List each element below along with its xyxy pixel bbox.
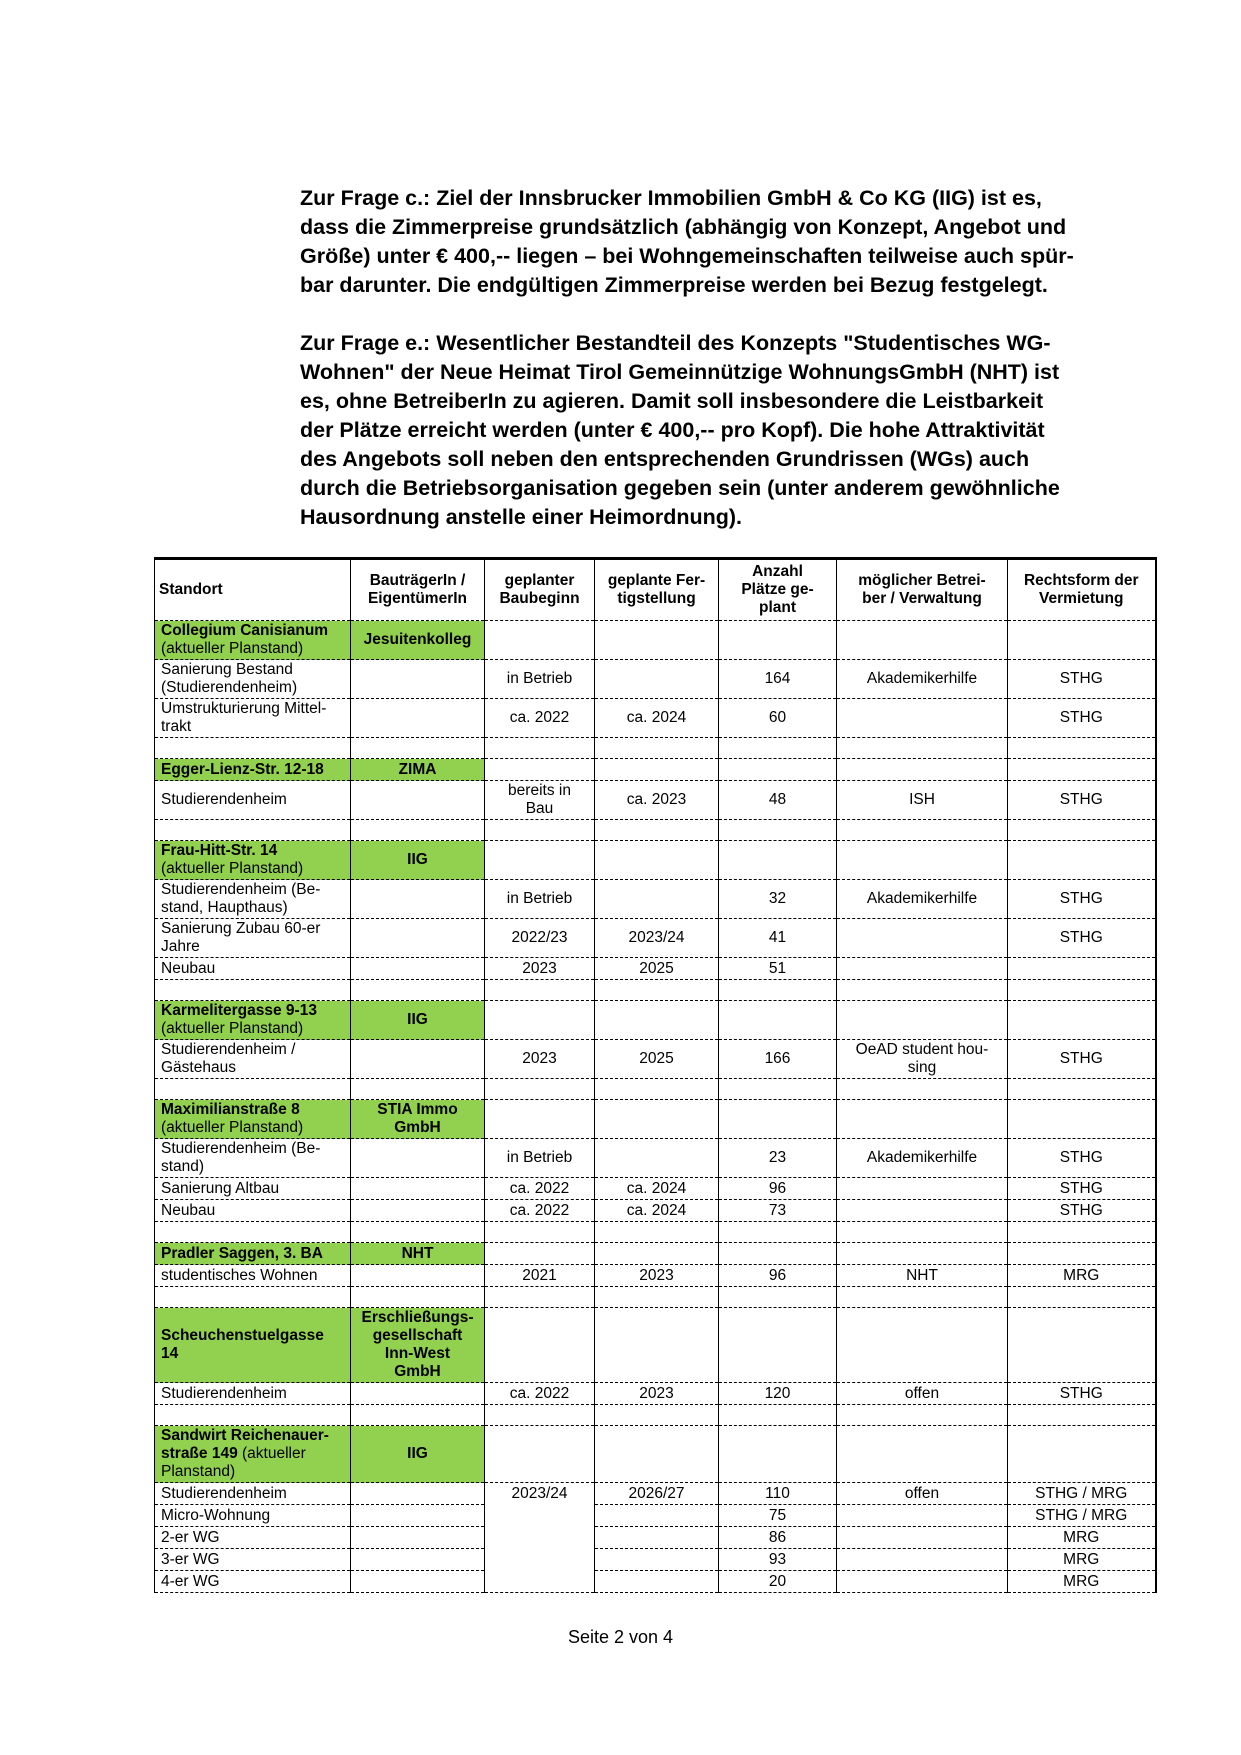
cell-betreiber [837,919,1008,958]
cell-fertigstellung: ca. 2023 [595,781,719,820]
empty-cell [719,1287,837,1308]
empty-cell [719,980,837,1001]
location-group-row [155,841,1156,880]
cell-bautraeger [351,1265,485,1287]
cell-standort: 3-er WG [155,1549,351,1571]
empty-cell [595,1405,719,1426]
cell-baubeginn: 2023/24 [485,1483,595,1505]
empty-cell [485,1405,595,1426]
empty-cell [719,759,837,781]
planning-status-note: (aktueller Planstand) [161,1119,304,1136]
cell-anzahl-plaetze: 73 [719,1200,837,1222]
empty-cell [485,980,595,1001]
cell-baubeginn [485,1505,595,1527]
cell-betreiber: OeAD student hou- sing [837,1040,1008,1079]
cell-bautraeger [351,1571,485,1593]
column-header-bautraeger: BauträgerIn / EigentümerIn [351,559,485,621]
cell-betreiber [837,1178,1008,1200]
cell-fertigstellung: 2023/24 [595,919,719,958]
empty-cell [595,1222,719,1243]
cell-baubeginn: bereits in Bau [485,781,595,820]
cell-anzahl-plaetze: 86 [719,1527,837,1549]
cell-betreiber [837,1571,1008,1593]
cell-bautraeger [351,1383,485,1405]
cell-baubeginn: 2021 [485,1265,595,1287]
cell-fertigstellung [595,1505,719,1527]
owner-cell: IIG [351,841,485,880]
location-group-row [155,621,1156,660]
cell-rechtsform: STHG [1008,1040,1156,1079]
empty-cell [719,1243,837,1265]
empty-cell [837,1001,1008,1040]
empty-cell [595,1308,719,1383]
cell-betreiber [837,1505,1008,1527]
empty-cell [485,1222,595,1243]
cell-betreiber: offen [837,1483,1008,1505]
cell-standort: Studierendenheim (Be- stand) [155,1139,351,1178]
empty-cell [595,759,719,781]
empty-cell [1008,1287,1156,1308]
empty-cell [485,738,595,759]
cell-rechtsform: STHG / MRG [1008,1483,1156,1505]
empty-cell [155,1287,351,1308]
cell-anzahl-plaetze: 164 [719,660,837,699]
empty-cell [351,820,485,841]
cell-fertigstellung: 2023 [595,1265,719,1287]
location-name-cell [155,621,351,660]
empty-cell [1008,841,1156,880]
location-name: Karmelitergasse 9-13 [161,1002,317,1019]
cell-anzahl-plaetze: 110 [719,1483,837,1505]
empty-cell [595,841,719,880]
empty-cell [719,1405,837,1426]
empty-cell [595,1426,719,1483]
empty-cell [1008,621,1156,660]
cell-anzahl-plaetze: 41 [719,919,837,958]
location-name: Egger-Lienz-Str. 12-18 [161,760,324,778]
empty-cell [485,1287,595,1308]
cell-fertigstellung [595,1549,719,1571]
cell-baubeginn: ca. 2022 [485,699,595,738]
cell-rechtsform: MRG [1008,1571,1156,1593]
spacer-row [155,1222,1156,1243]
cell-betreiber [837,1549,1008,1571]
cell-betreiber: NHT [837,1265,1008,1287]
location-name: Sandwirt Reichenauer- straße 149 [161,1427,329,1462]
location-name: Scheuchenstuelgasse 14 [161,1327,324,1362]
empty-cell [1008,1308,1156,1383]
cell-bautraeger [351,1505,485,1527]
empty-cell [595,738,719,759]
owner-cell: Jesuitenkolleg [351,621,485,660]
spacer-row [155,1079,1156,1100]
location-group-row [155,1001,1156,1040]
empty-cell [719,1222,837,1243]
spacer-row [155,738,1156,759]
location-name-cell [155,1426,351,1483]
table-row [155,880,1156,919]
empty-cell [485,1308,595,1383]
cell-anzahl-plaetze: 75 [719,1505,837,1527]
table-row [155,1265,1156,1287]
cell-rechtsform: STHG [1008,1139,1156,1178]
empty-cell [719,1079,837,1100]
planning-status-note: (aktueller Planstand) [161,1445,306,1480]
cell-anzahl-plaetze: 166 [719,1040,837,1079]
cell-baubeginn [485,1549,595,1571]
cell-betreiber [837,1527,1008,1549]
cell-anzahl-plaetze: 120 [719,1383,837,1405]
table-row [155,1505,1156,1527]
cell-betreiber: Akademikerhilfe [837,660,1008,699]
location-group-row [155,1100,1156,1139]
empty-cell [1008,738,1156,759]
spacer-row [155,820,1156,841]
cell-bautraeger [351,660,485,699]
cell-anzahl-plaetze: 96 [719,1178,837,1200]
empty-cell [1008,1100,1156,1139]
spacer-row [155,1405,1156,1426]
empty-cell [837,1100,1008,1139]
cell-baubeginn: ca. 2022 [485,1200,595,1222]
cell-rechtsform: STHG [1008,660,1156,699]
table-row [155,1383,1156,1405]
planning-status-note: (aktueller Planstand) [161,640,304,657]
empty-cell [837,1243,1008,1265]
location-name: Frau-Hitt-Str. 14 [161,842,278,859]
empty-cell [719,1426,837,1483]
empty-cell [719,1100,837,1139]
empty-cell [155,738,351,759]
empty-cell [155,1222,351,1243]
cell-fertigstellung [595,880,719,919]
cell-standort: Neubau [155,958,351,980]
cell-anzahl-plaetze: 32 [719,880,837,919]
cell-baubeginn: in Betrieb [485,660,595,699]
empty-cell [1008,1079,1156,1100]
cell-bautraeger [351,1483,485,1505]
empty-cell [595,980,719,1001]
cell-rechtsform: MRG [1008,1549,1156,1571]
cell-standort: Sanierung Bestand (Studierendenheim) [155,660,351,699]
cell-bautraeger [351,1139,485,1178]
empty-cell [837,841,1008,880]
empty-cell [837,738,1008,759]
cell-rechtsform [1008,958,1156,980]
owner-cell: ZIMA [351,759,485,781]
cell-standort: 2-er WG [155,1527,351,1549]
cell-baubeginn [485,1527,595,1549]
cell-rechtsform: STHG [1008,919,1156,958]
cell-anzahl-plaetze: 20 [719,1571,837,1593]
empty-cell [485,1079,595,1100]
cell-bautraeger [351,781,485,820]
cell-anzahl-plaetze: 93 [719,1549,837,1571]
cell-baubeginn: 2023 [485,958,595,980]
empty-cell [719,820,837,841]
cell-fertigstellung: ca. 2024 [595,1200,719,1222]
empty-cell [1008,1426,1156,1483]
empty-cell [719,738,837,759]
empty-cell [485,759,595,781]
paragraph-frage-c: Zur Frage c.: Ziel der Innsbrucker Immobilien GmbH & Co KG (IIG) ist es, dass die Zimmerpreise grundsätzlich (abhängig von Konzept, Angebot und Größe) unter € 400,-- liegen – bei Wohngemeinschaften teilweise auch spür- bar darunter. Die endgültigen Zimmerpreise werden bei Bezug festgelegt. [300,186,1074,297]
cell-betreiber: ISH [837,781,1008,820]
cell-standort: Studierendenheim / Gästehaus [155,1040,351,1079]
cell-bautraeger [351,1200,485,1222]
empty-cell [595,1287,719,1308]
cell-baubeginn: ca. 2022 [485,1178,595,1200]
location-group-row [155,1243,1156,1265]
empty-cell [485,820,595,841]
cell-standort: 4-er WG [155,1571,351,1593]
cell-fertigstellung: 2023 [595,1383,719,1405]
empty-cell [837,1287,1008,1308]
column-header-fertigstellung: geplante Fer- tigstellung [595,559,719,621]
table-row [155,660,1156,699]
cell-anzahl-plaetze: 60 [719,699,837,738]
cell-bautraeger [351,880,485,919]
empty-cell [595,820,719,841]
table-row [155,1483,1156,1505]
planning-status-note: (aktueller Planstand) [161,860,304,877]
cell-bautraeger [351,919,485,958]
cell-standort: Micro-Wohnung [155,1505,351,1527]
cell-rechtsform: MRG [1008,1265,1156,1287]
cell-fertigstellung: ca. 2024 [595,1178,719,1200]
student-housing-table [154,557,1157,1593]
table-row [155,699,1156,738]
cell-fertigstellung: ca. 2024 [595,699,719,738]
empty-cell [1008,980,1156,1001]
empty-cell [485,621,595,660]
location-name-cell [155,1308,351,1383]
table-row [155,1549,1156,1571]
cell-fertigstellung [595,1527,719,1549]
empty-cell [837,1426,1008,1483]
column-header-rechtsform: Rechtsform der Vermietung [1008,559,1156,621]
cell-baubeginn: in Betrieb [485,880,595,919]
empty-cell [1008,820,1156,841]
cell-fertigstellung: 2025 [595,958,719,980]
cell-baubeginn [485,1571,595,1593]
cell-fertigstellung [595,1571,719,1593]
empty-cell [595,621,719,660]
empty-cell [485,1100,595,1139]
cell-standort: studentisches Wohnen [155,1265,351,1287]
owner-cell: STIA Immo GmbH [351,1100,485,1139]
cell-betreiber: Akademikerhilfe [837,880,1008,919]
cell-rechtsform: STHG [1008,1383,1156,1405]
owner-cell: IIG [351,1001,485,1040]
cell-betreiber [837,699,1008,738]
cell-bautraeger [351,1527,485,1549]
empty-cell [485,1001,595,1040]
cell-rechtsform: STHG [1008,699,1156,738]
cell-baubeginn: 2023 [485,1040,595,1079]
cell-rechtsform: STHG [1008,1200,1156,1222]
table-row [155,1178,1156,1200]
cell-standort: Studierendenheim [155,1483,351,1505]
cell-rechtsform: STHG [1008,781,1156,820]
empty-cell [719,1308,837,1383]
empty-cell [837,759,1008,781]
cell-fertigstellung [595,660,719,699]
paragraph-frage-e: Zur Frage e.: Wesentlicher Bestandteil des Konzepts "Studentisches WG- Wohnen" der Neue Heimat Tirol Gemeinnützige WohnungsGmbH (NHT) ist es, ohne BetreiberIn zu agieren. Damit soll insbesondere die Leistbarkeit der Plätze erreicht werden (unter € 400,-- pro Kopf). Die hohe Attraktivität des Angebots soll neben den entsprechenden Grundrissen (WGs) auch durch die Betriebsorganisation gegeben sein (unter anderem gewöhnliche Hausordnung anstelle einer Heimordnung). [300,331,1060,529]
cell-anzahl-plaetze: 51 [719,958,837,980]
empty-cell [485,1426,595,1483]
cell-rechtsform: STHG [1008,880,1156,919]
empty-cell [719,1001,837,1040]
empty-cell [837,621,1008,660]
empty-cell [155,1405,351,1426]
cell-baubeginn: in Betrieb [485,1139,595,1178]
cell-bautraeger [351,699,485,738]
location-name: Collegium Canisianum [161,622,329,639]
location-group-row [155,1426,1156,1483]
cell-betreiber [837,1200,1008,1222]
cell-baubeginn: ca. 2022 [485,1383,595,1405]
empty-cell [351,1079,485,1100]
planning-status-note: (aktueller Planstand) [161,1020,304,1037]
cell-bautraeger [351,1549,485,1571]
empty-cell [155,820,351,841]
cell-bautraeger [351,1040,485,1079]
table-row [155,781,1156,820]
table-row [155,1200,1156,1222]
table-row [155,1139,1156,1178]
cell-fertigstellung: 2025 [595,1040,719,1079]
location-group-row [155,759,1156,781]
empty-cell [719,841,837,880]
column-header-baubeginn: geplanter Baubeginn [485,559,595,621]
cell-anzahl-plaetze: 48 [719,781,837,820]
location-name-cell [155,1243,351,1265]
empty-cell [351,738,485,759]
owner-cell: Erschließungs- gesellschaft Inn-West GmbH [351,1308,485,1383]
column-header-anzahl-plaetze: Anzahl Plätze ge- plant [719,559,837,621]
empty-cell [155,1079,351,1100]
cell-betreiber: Akademikerhilfe [837,1139,1008,1178]
cell-standort: Studierendenheim [155,1383,351,1405]
column-header-standort: Standort [155,559,351,621]
empty-cell [1008,1222,1156,1243]
empty-cell [719,621,837,660]
cell-anzahl-plaetze: 96 [719,1265,837,1287]
cell-betreiber [837,958,1008,980]
empty-cell [351,980,485,1001]
empty-cell [1008,1405,1156,1426]
empty-cell [485,1243,595,1265]
cell-standort: Sanierung Altbau [155,1178,351,1200]
empty-cell [351,1222,485,1243]
location-name-cell [155,1001,351,1040]
table-row [155,919,1156,958]
cell-rechtsform: STHG [1008,1178,1156,1200]
empty-cell [595,1243,719,1265]
empty-cell [595,1001,719,1040]
cell-betreiber: offen [837,1383,1008,1405]
empty-cell [1008,759,1156,781]
location-name: Maximilianstraße 8 [161,1101,300,1118]
empty-cell [1008,1243,1156,1265]
location-name-cell [155,759,351,781]
cell-standort: Umstrukturierung Mittel- trakt [155,699,351,738]
location-name-cell [155,841,351,880]
table-row [155,1040,1156,1079]
empty-cell [485,841,595,880]
cell-standort: Sanierung Zubau 60-er Jahre [155,919,351,958]
empty-cell [837,1308,1008,1383]
empty-cell [595,1100,719,1139]
cell-bautraeger [351,1178,485,1200]
empty-cell [837,1222,1008,1243]
empty-cell [351,1287,485,1308]
empty-cell [155,980,351,1001]
spacer-row [155,980,1156,1001]
table-row [155,1571,1156,1593]
owner-cell: NHT [351,1243,485,1265]
cell-fertigstellung: 2026/27 [595,1483,719,1505]
column-header-betreiber: möglicher Betrei- ber / Verwaltung [837,559,1008,621]
empty-cell [1008,1001,1156,1040]
table-header-row [155,559,1156,621]
cell-fertigstellung [595,1139,719,1178]
cell-baubeginn: 2022/23 [485,919,595,958]
empty-cell [837,980,1008,1001]
empty-cell [351,1405,485,1426]
owner-cell: IIG [351,1426,485,1483]
empty-cell [595,1079,719,1100]
empty-cell [837,1405,1008,1426]
cell-standort: Neubau [155,1200,351,1222]
empty-cell [837,1079,1008,1100]
empty-cell [837,820,1008,841]
table-row [155,1527,1156,1549]
cell-rechtsform: MRG [1008,1527,1156,1549]
table-row [155,958,1156,980]
cell-standort: Studierendenheim (Be- stand, Haupthaus) [155,880,351,919]
cell-rechtsform: STHG / MRG [1008,1505,1156,1527]
spacer-row [155,1287,1156,1308]
location-group-row [155,1308,1156,1383]
location-name-cell [155,1100,351,1139]
page-number: Seite 2 von 4 [567,1627,674,1647]
cell-bautraeger [351,958,485,980]
cell-standort: Studierendenheim [155,781,351,820]
location-name: Pradler Saggen, 3. BA [161,1244,323,1262]
cell-anzahl-plaetze: 23 [719,1139,837,1178]
